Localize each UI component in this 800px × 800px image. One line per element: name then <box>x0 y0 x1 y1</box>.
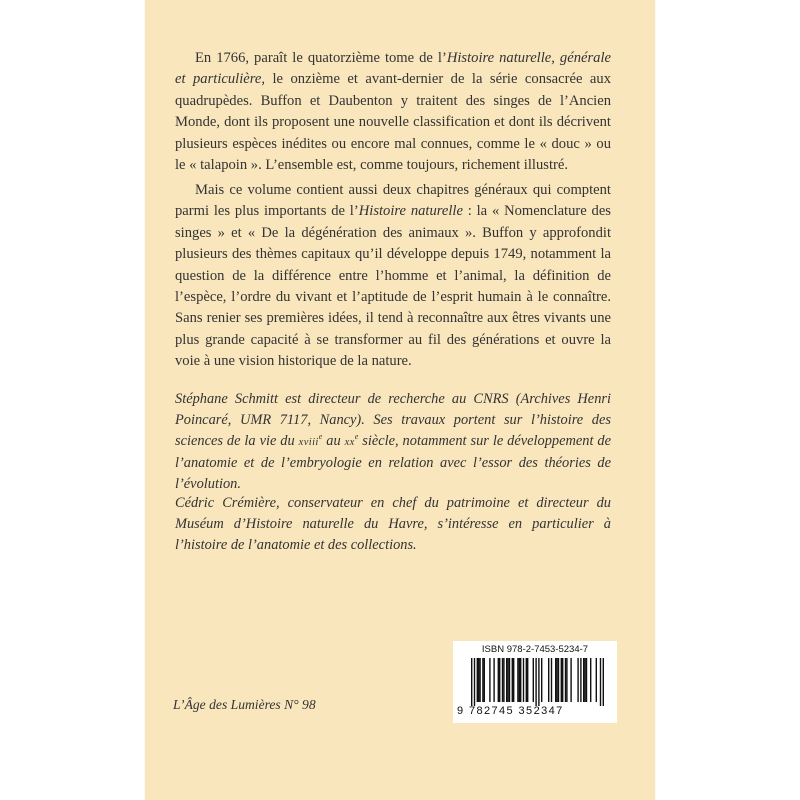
barcode-bar <box>506 658 507 702</box>
barcode-bar <box>566 658 567 702</box>
work-title: Histoire naturelle <box>358 203 463 220</box>
barcode-bar <box>471 658 472 706</box>
barcode-bar <box>551 658 552 702</box>
barcode-bar <box>533 658 534 702</box>
barcode-bar <box>489 658 490 702</box>
bio-text: au <box>322 432 345 449</box>
barcode-bar <box>603 658 604 706</box>
barcode-bar <box>600 658 601 706</box>
century-numeral: xx <box>344 436 355 448</box>
summary-text: Mais ce volume contient aussi deux chapitres généraux qui comptent parmi les plus importants de l’ <box>175 182 611 220</box>
barcode-bar <box>584 658 585 702</box>
superscript: e <box>354 431 359 441</box>
barcode-bar <box>499 658 500 702</box>
isbn-barcode <box>453 641 617 723</box>
barcode-bar <box>513 658 514 702</box>
barcode-bar <box>570 658 571 702</box>
barcode-bar <box>538 658 539 706</box>
barcode-bar <box>548 658 549 702</box>
summary-text: En 1766, paraît le quatorzième tome de l’ <box>195 50 447 66</box>
barcode-bar <box>577 658 578 702</box>
barcode-bar <box>527 658 528 702</box>
barcode-bar <box>484 658 485 702</box>
barcode-bar <box>517 658 518 702</box>
barcode-bar <box>498 658 499 702</box>
barcode-bar <box>556 658 557 702</box>
barcode-bar <box>509 658 510 702</box>
barcode-bar <box>474 658 475 706</box>
barcode-bar <box>482 658 483 702</box>
barcode-bar <box>523 658 524 702</box>
bio-text: Stéphane Schmitt est directeur de recherche au CNRS (Archives Henri Poincaré, UMR 7117, Nancy). Ses travaux portent sur l’histoire des sciences de la vie du <box>175 391 611 449</box>
barcode-bar <box>555 658 556 702</box>
barcode-bar <box>478 658 479 702</box>
summary-text: , le onzième et avant-dernier de la série consacrée aux quadrupèdes. Buffon et Daubenton y traitent des singes de l’Ancien Monde, dont ils proposent une nouvelle classification et dont ils décrivent plusieurs espèces inédites ou encore mal connues, comme le « douc » ou le « talapoin ». L’ensemble est, comme toujours, richement illustré. <box>175 71 611 174</box>
barcode-bars <box>457 658 613 706</box>
summary-text: : la « Nomenclature des singes » et « De la dégénération des animaux ». Buffon y approfondit plusieurs des thèmes capitaux qu’il développe depuis 1749, notamment la question de la différence entre l’homme et l’animal, la définition de l’espèce, l’ordre du vivant et l’aptitude de l’esprit humain à le connaître. Sans renier ses premières idées, il tend à reconnaître aux êtres vivants une plus grande capacité à se transformer au fil des générations et ouvre la voie à une vision historique de la nature. <box>175 203 611 370</box>
barcode-bar <box>562 658 563 702</box>
barcode-bar <box>503 658 504 702</box>
barcode-bar <box>541 658 542 702</box>
summary-paragraph-1 <box>175 48 611 176</box>
barcode-bar <box>519 658 520 702</box>
book-back-cover <box>145 0 655 800</box>
bio-text: siècle, notamment sur le développement de l’anatomie et de l’embryologie en relation avec l’essor des théories de l’évolution. <box>175 432 611 493</box>
author-bio-schmitt <box>175 389 611 495</box>
barcode-bar <box>596 658 597 702</box>
barcode-bar <box>477 658 478 702</box>
barcode-bar <box>512 658 513 702</box>
barcode-bar <box>558 658 559 702</box>
barcode-bar <box>586 658 587 702</box>
ean-digits: 9 782745 352347 <box>457 705 564 717</box>
barcode-bar <box>493 658 494 702</box>
superscript: e <box>318 431 323 441</box>
work-title: Histoire naturelle, générale et particulière <box>175 50 611 88</box>
barcode-bar <box>479 658 480 702</box>
series-label: L’Âge des Lumières N° 98 <box>173 697 316 712</box>
barcode-bar <box>535 658 536 706</box>
isbn-number: ISBN 978-2-7453-5234-7 <box>481 644 589 655</box>
barcode-bar <box>565 658 566 702</box>
barcode-bar <box>590 658 591 702</box>
barcode-bar <box>507 658 508 702</box>
barcode-bar <box>520 658 521 702</box>
barcode-bar <box>526 658 527 702</box>
barcode-bar <box>502 658 503 702</box>
barcode-bar <box>583 658 584 702</box>
summary-paragraph-2 <box>175 180 611 373</box>
barcode-bar <box>580 658 581 702</box>
century-numeral: xviii <box>298 436 319 448</box>
author-bio-cremiere: Cédric Crémière, conservateur en chef du patrimoine et directeur du Muséum d’Histoire naturelle du Havre, s’intéresse en particulier à l’histoire de l’anatomie et des collections. <box>175 495 611 553</box>
barcode-bar <box>561 658 562 702</box>
